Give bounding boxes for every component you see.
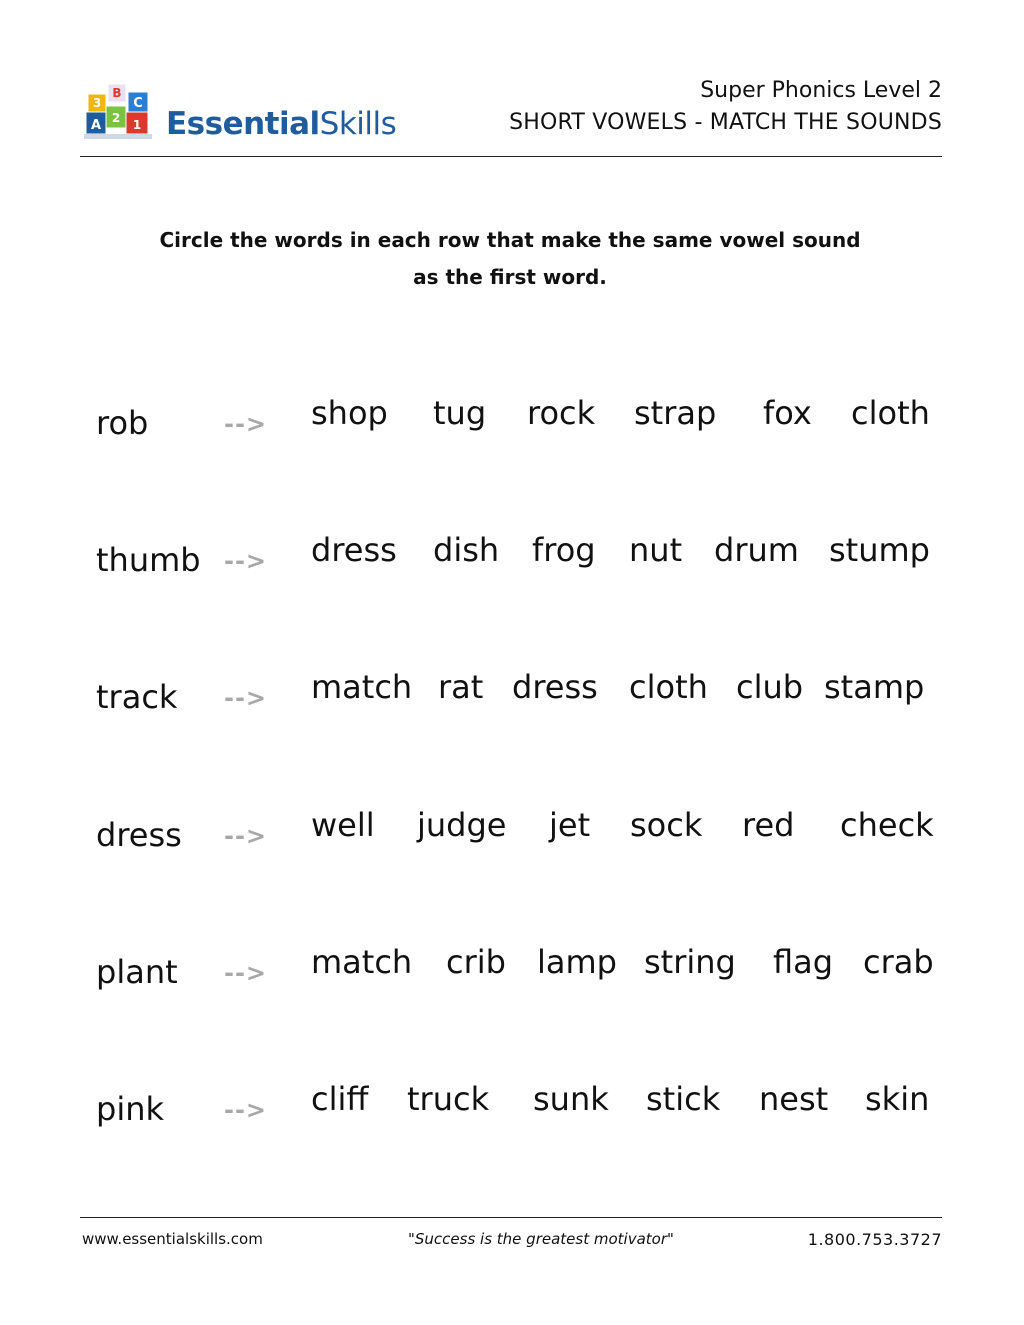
arrow-icon: --> [224, 547, 268, 575]
choice-word[interactable]: stamp [824, 668, 925, 706]
word-row-4 [96, 808, 946, 868]
key-word: pink [96, 1090, 165, 1128]
alphabet-blocks-icon [84, 78, 164, 148]
block-letter: A [90, 118, 102, 133]
key-word: dress [96, 816, 182, 854]
choice-word[interactable]: drum [714, 531, 799, 569]
essential-skills-logo [84, 78, 424, 148]
block-letter: 1 [132, 118, 142, 132]
arrow-icon: --> [224, 684, 268, 712]
choice-word[interactable]: flag [773, 943, 834, 981]
choice-word[interactable]: frog [532, 531, 596, 569]
key-word: thumb [96, 541, 201, 579]
arrow-icon: --> [224, 1096, 268, 1124]
word-row-5 [96, 945, 946, 1005]
arrow-icon: --> [224, 959, 268, 987]
choice-word[interactable]: rat [438, 668, 484, 706]
choice-word[interactable]: cloth [851, 394, 930, 432]
choice-word[interactable]: string [644, 943, 736, 981]
choice-word[interactable]: cliff [311, 1080, 369, 1118]
choice-word[interactable]: nest [759, 1080, 829, 1118]
choice-word[interactable]: nut [629, 531, 683, 569]
block-letter: C [133, 96, 143, 111]
choice-word[interactable]: rock [527, 394, 596, 432]
motto: "Success is the greatest motivator" [408, 1230, 674, 1248]
instructions-line-1: Circle the words in each row that make the same vowel sound [159, 228, 861, 252]
arrow-icon: --> [224, 410, 268, 438]
choice-word[interactable]: dish [433, 531, 500, 569]
choice-word[interactable]: shop [311, 394, 388, 432]
choice-word[interactable]: strap [634, 394, 717, 432]
block-letter: 2 [111, 111, 121, 125]
instructions-line-2: as the first word. [413, 265, 607, 289]
key-word: track [96, 678, 178, 716]
choice-word[interactable]: stick [646, 1080, 721, 1118]
choice-word[interactable]: stump [829, 531, 930, 569]
choice-word[interactable]: dress [311, 531, 397, 569]
phone-number: 1.800.753.3727 [807, 1230, 942, 1249]
choice-word[interactable]: cloth [629, 668, 708, 706]
choice-word[interactable]: club [736, 668, 804, 706]
website-link[interactable]: www.essentialskills.com [82, 1230, 263, 1248]
choice-word[interactable]: tug [433, 394, 487, 432]
worksheet-title: SHORT VOWELS - MATCH THE SOUNDS [509, 110, 942, 135]
choice-word[interactable]: check [840, 806, 934, 844]
choice-word[interactable]: truck [407, 1080, 490, 1118]
choice-word[interactable]: sock [630, 806, 703, 844]
choice-word[interactable]: match [311, 668, 413, 706]
choice-word[interactable]: crab [863, 943, 934, 981]
logo-wordmark [166, 106, 396, 142]
choice-word[interactable]: lamp [537, 943, 617, 981]
word-row-2 [96, 533, 946, 593]
choice-word[interactable]: dress [512, 668, 598, 706]
key-word: plant [96, 953, 178, 991]
choice-word[interactable]: jet [549, 806, 591, 844]
choice-word[interactable]: judge [417, 806, 507, 844]
choice-word[interactable]: sunk [533, 1080, 609, 1118]
logo-word-skills: Skills [319, 106, 397, 142]
block-letter: B [112, 86, 122, 100]
page-footer [80, 1217, 942, 1258]
choice-word[interactable]: fox [763, 394, 812, 432]
series-title: Super Phonics Level 2 [700, 78, 942, 103]
instructions [100, 222, 920, 296]
choice-word[interactable]: match [311, 943, 413, 981]
header-titles [509, 76, 942, 140]
block-letter: 3 [92, 96, 102, 110]
choice-word[interactable]: red [742, 806, 795, 844]
key-word: rob [96, 404, 149, 442]
choice-word[interactable]: skin [865, 1080, 930, 1118]
choice-word[interactable]: well [311, 806, 375, 844]
logo-word-essential: Essential [166, 106, 320, 142]
word-row-6 [96, 1082, 946, 1142]
choice-word[interactable]: crib [446, 943, 506, 981]
page-header [80, 70, 942, 157]
arrow-icon: --> [224, 822, 268, 850]
word-row-1 [96, 396, 946, 456]
word-row-3 [96, 670, 946, 730]
